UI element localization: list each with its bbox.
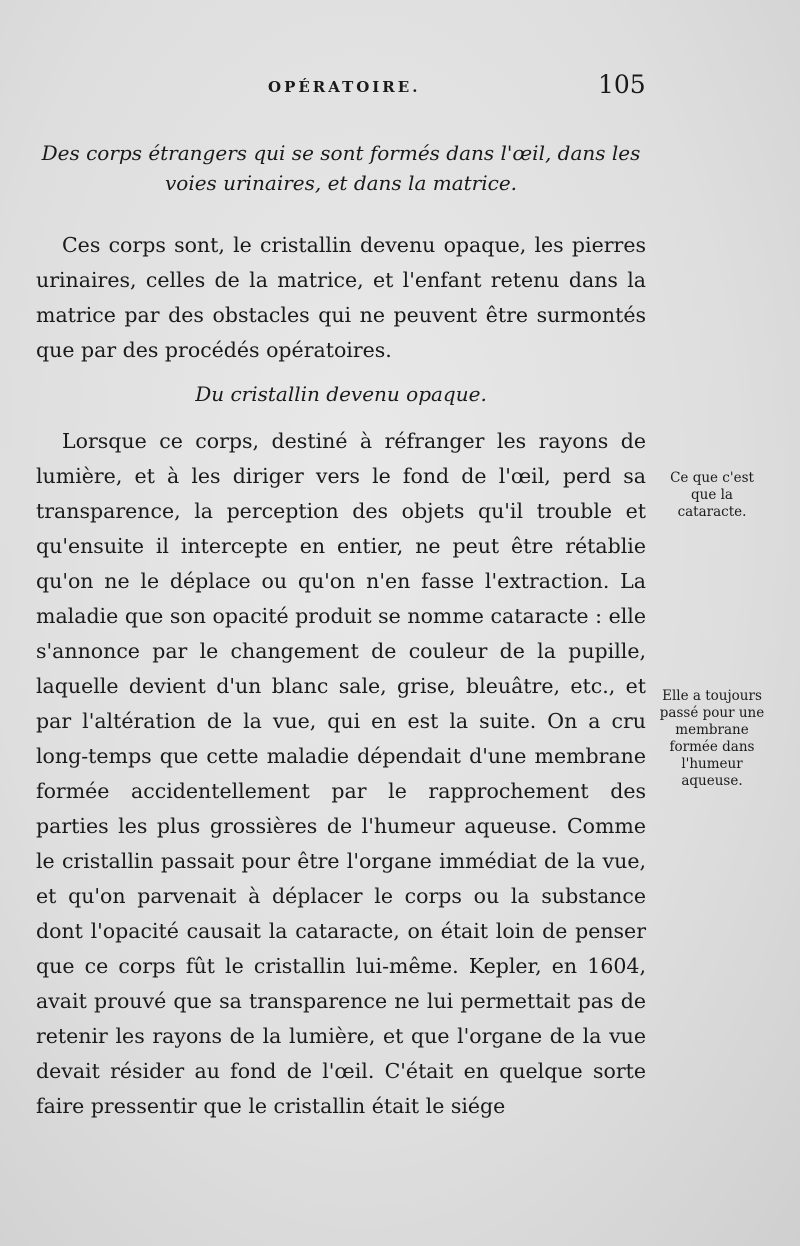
running-head: OPÉRATOIRE.: [268, 78, 421, 96]
page-number: 105: [598, 70, 646, 99]
intro-paragraph: Ces corps sont, le cristallin devenu opaque, les pierres urinaires, celles de la matrice, et l'enfant retenu dans la matrice par des obstacles qui ne peuvent être surmontés que par des procédés opératoires.: [36, 233, 646, 362]
text-block: [36, 138, 646, 1124]
main-paragraph: Lorsque ce corps, destiné à réfranger les rayons de lumière, et à les diriger vers le fond de l'œil, perd sa transparence, la perception des objets qu'il trouble et qu'ensuite il intercepte en entier, ne peut être rétablie qu'on ne le déplace ou qu'on n'en fasse l'extraction. La maladie que son opacité produit se nomme cataracte : elle s'annonce par le changement de couleur de la pupille, laquelle devient d'un blanc sale, grise, bleuâtre, etc., et par l'altération de la vue, qui en est la suite. On a cru long-temps que cette maladie dépendait d'une membrane formée accidentellement par le rapprochement des parties les plus grossières de l'humeur aqueuse. Comme le cristallin passait pour être l'organe immédiat de la vue, et qu'on parvenait à déplacer le corps ou la substance dont l'opacité causait la cataracte, on était loin de penser que ce corps fût le cristallin lui-même. Kepler, en 1604, avait prouvé que sa transparence ne lui permettait pas de retenir les rayons de la lumière, et que l'organe de la vue devait résider au fond de l'œil. C'était en quelque sorte faire pressentir que le cristallin était le siége: [36, 429, 646, 1118]
chapter-subheading: Des corps étrangers qui se sont formés dans l'œil, dans les voies urinaires, et dans la matrice.: [41, 141, 641, 195]
margin-note-membrane: Elle a toujours passé pour une membrane formée dans l'humeur aqueuse.: [659, 688, 765, 789]
section-title: Du cristallin devenu opaque.: [195, 382, 487, 406]
margin-note-cataract: Ce que c'est que la cataracte.: [670, 470, 754, 520]
page-header: [0, 72, 800, 106]
